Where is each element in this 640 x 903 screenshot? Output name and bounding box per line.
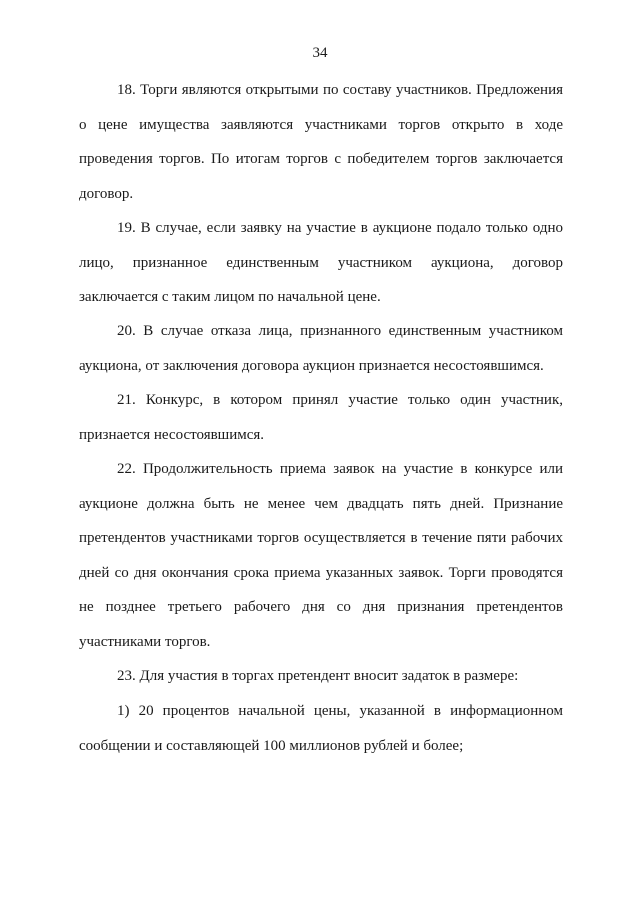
paragraph-18: 18. Торги являются открытыми по составу участников. Предложения о цене имущества заявляются участниками торгов открыто в ходе проведения торгов. По итогам торгов с победителем торгов заключается договор.: [79, 82, 563, 202]
paragraph-20: 20. В случае отказа лица, признанного единственным участником аукциона, от заключения договора аукцион признается несостоявшимся.: [79, 323, 563, 374]
paragraph-19: 19. В случае, если заявку на участие в аукционе подало только одно лицо, признанное единственным участником аукциона, договор заключается с таким лицом по начальной цене.: [79, 220, 563, 305]
paragraph-21: 21. Конкурс, в котором принял участие только один участник, признается несостоявшимся.: [79, 392, 563, 443]
paragraph-23: 23. Для участия в торгах претендент вносит задаток в размере:: [117, 668, 519, 684]
paragraph-23-item-1: 1) 20 процентов начальной цены, указанной в информационном сообщении и составляющей 100 миллионов рублей и более;: [79, 703, 563, 754]
page-number: 34: [312, 45, 328, 61]
paragraph-22: 22. Продолжительность приема заявок на участие в конкурсе или аукционе должна быть не менее чем двадцать пять дней. Признание претендентов участниками торгов осуществляется в течение пяти рабочих дней со дня окончания срока приема указанных заявок. Торги проводятся не позднее третьего рабочего дня со дня признания претендентов участниками торгов.: [79, 461, 563, 650]
